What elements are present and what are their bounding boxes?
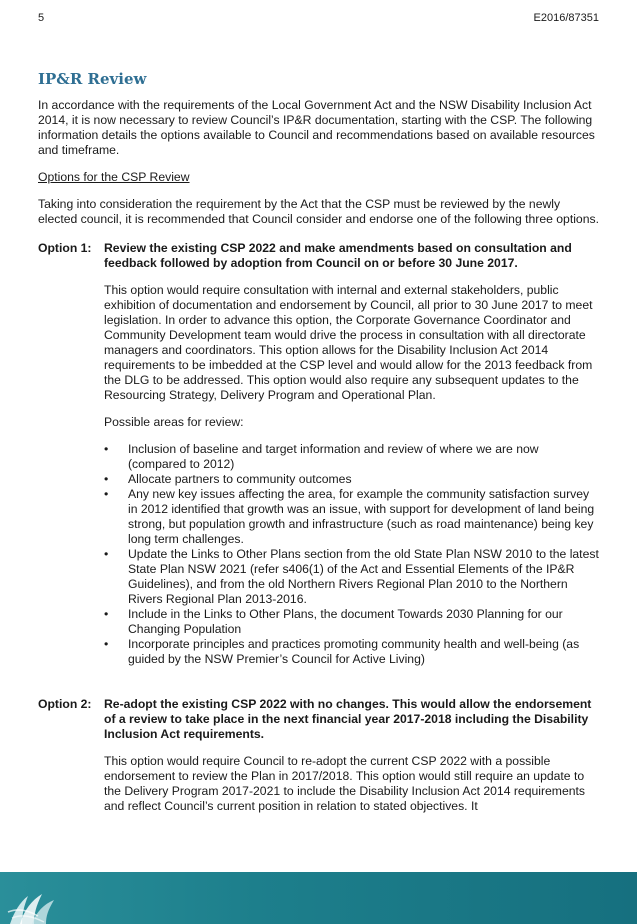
bullet-icon: • bbox=[104, 442, 109, 456]
intro-paragraph: In accordance with the requirements of the Local Government Act and the NSW Disability Inclusion Act 2014, it is now necessary to review Council’s IP&R documentation, starting with the CSP. The following information details the options available to Council and recommendations based on available resources and timeframe. bbox=[38, 98, 595, 157]
list-item bbox=[104, 607, 600, 637]
option-2-label: Option 2: bbox=[38, 697, 92, 711]
bullet-icon: • bbox=[104, 472, 109, 486]
council-logo-icon bbox=[4, 872, 74, 924]
list-item-text: Update the Links to Other Plans section from the old State Plan NSW 2010 to the latest State Plan NSW 2021 (refer s406(1) of the Act and Essential Elements of the IP&R Guidelines), and from the old Northern Rivers Regional Plan 2010 to the Northern Rivers Regional Plan 2013-2016. bbox=[128, 547, 599, 606]
option-1-title: Review the existing CSP 2022 and make amendments based on consultation and feedback followed by adoption from Council on or before 30 June 2017. bbox=[104, 241, 572, 270]
list-item bbox=[104, 637, 600, 667]
option-2-heading bbox=[38, 697, 600, 742]
document-body bbox=[38, 70, 600, 814]
bullet-icon: • bbox=[104, 637, 109, 651]
list-item-text: Inclusion of baseline and target information and review of where we are now (compared to 2012) bbox=[128, 442, 539, 471]
review-areas-list bbox=[104, 442, 600, 667]
footer-band bbox=[0, 872, 637, 924]
consideration-paragraph: Taking into consideration the requirement by the Act that the CSP must be reviewed by the newly elected council, it is recommended that Council consider and endorse one of the following three options. bbox=[38, 197, 599, 226]
bullet-icon: • bbox=[104, 547, 109, 561]
review-areas-label: Possible areas for review: bbox=[104, 415, 244, 429]
list-item bbox=[104, 442, 600, 472]
list-item bbox=[104, 547, 600, 607]
option-1-heading bbox=[38, 241, 600, 271]
option-1-description: This option would require consultation with internal and external stakeholders, public exhibition of documentation and endorsement by Council, all prior to 30 June 2017 to meet legislation. In order to advance this option, the Corporate Governance Coordinator and Community Development team would drive the process in consultation with all directorate managers and coordinators. This option allows for the Disability Inclusion Act 2014 requirements to be imbedded at the CSP level and would allow for the 2013 feedback from the DLG to be addressed. This option would also require any subsequent updates to the Resourcing Strategy, Delivery Program and Operational Plan. bbox=[104, 283, 593, 402]
section-heading: IP&R Review bbox=[38, 70, 147, 88]
list-item-text: Include in the Links to Other Plans, the document Towards 2030 Planning for our Changing Population bbox=[128, 607, 563, 636]
option-2-description: This option would require Council to re-adopt the current CSP 2022 with a possible endorsement to review the Plan in 2017/2018. This option would still require an update to the Delivery Program 2017-2021 to include the Disability Inclusion Act 2014 requirements and reflect Council’s current position in relation to stated objectives. It bbox=[104, 754, 585, 813]
list-item-text: Any new key issues affecting the area, for example the community satisfaction survey in 2012 identified that growth was an issue, with support for development of land being strong, but population growth and infrastructure (such as road maintenance) being key long term challenges. bbox=[128, 487, 595, 546]
option-2-title: Re-adopt the existing CSP 2022 with no changes. This would allow the endorsement of a review to take place in the next financial year 2017-2018 including the Disability Inclusion Act requirements. bbox=[104, 697, 592, 741]
list-item bbox=[104, 472, 600, 487]
document-reference: E2016/87351 bbox=[533, 12, 599, 24]
list-item-text: Allocate partners to community outcomes bbox=[128, 472, 352, 486]
option-1-label: Option 1: bbox=[38, 241, 92, 255]
bullet-icon: • bbox=[104, 487, 109, 501]
list-item bbox=[104, 487, 600, 547]
page-number: 5 bbox=[38, 12, 45, 24]
bullet-icon: • bbox=[104, 607, 109, 621]
options-subheading: Options for the CSP Review bbox=[38, 170, 190, 184]
list-item-text: Incorporate principles and practices promoting community health and well-being (as guided by the NSW Premier’s Council for Active Living) bbox=[128, 637, 580, 666]
